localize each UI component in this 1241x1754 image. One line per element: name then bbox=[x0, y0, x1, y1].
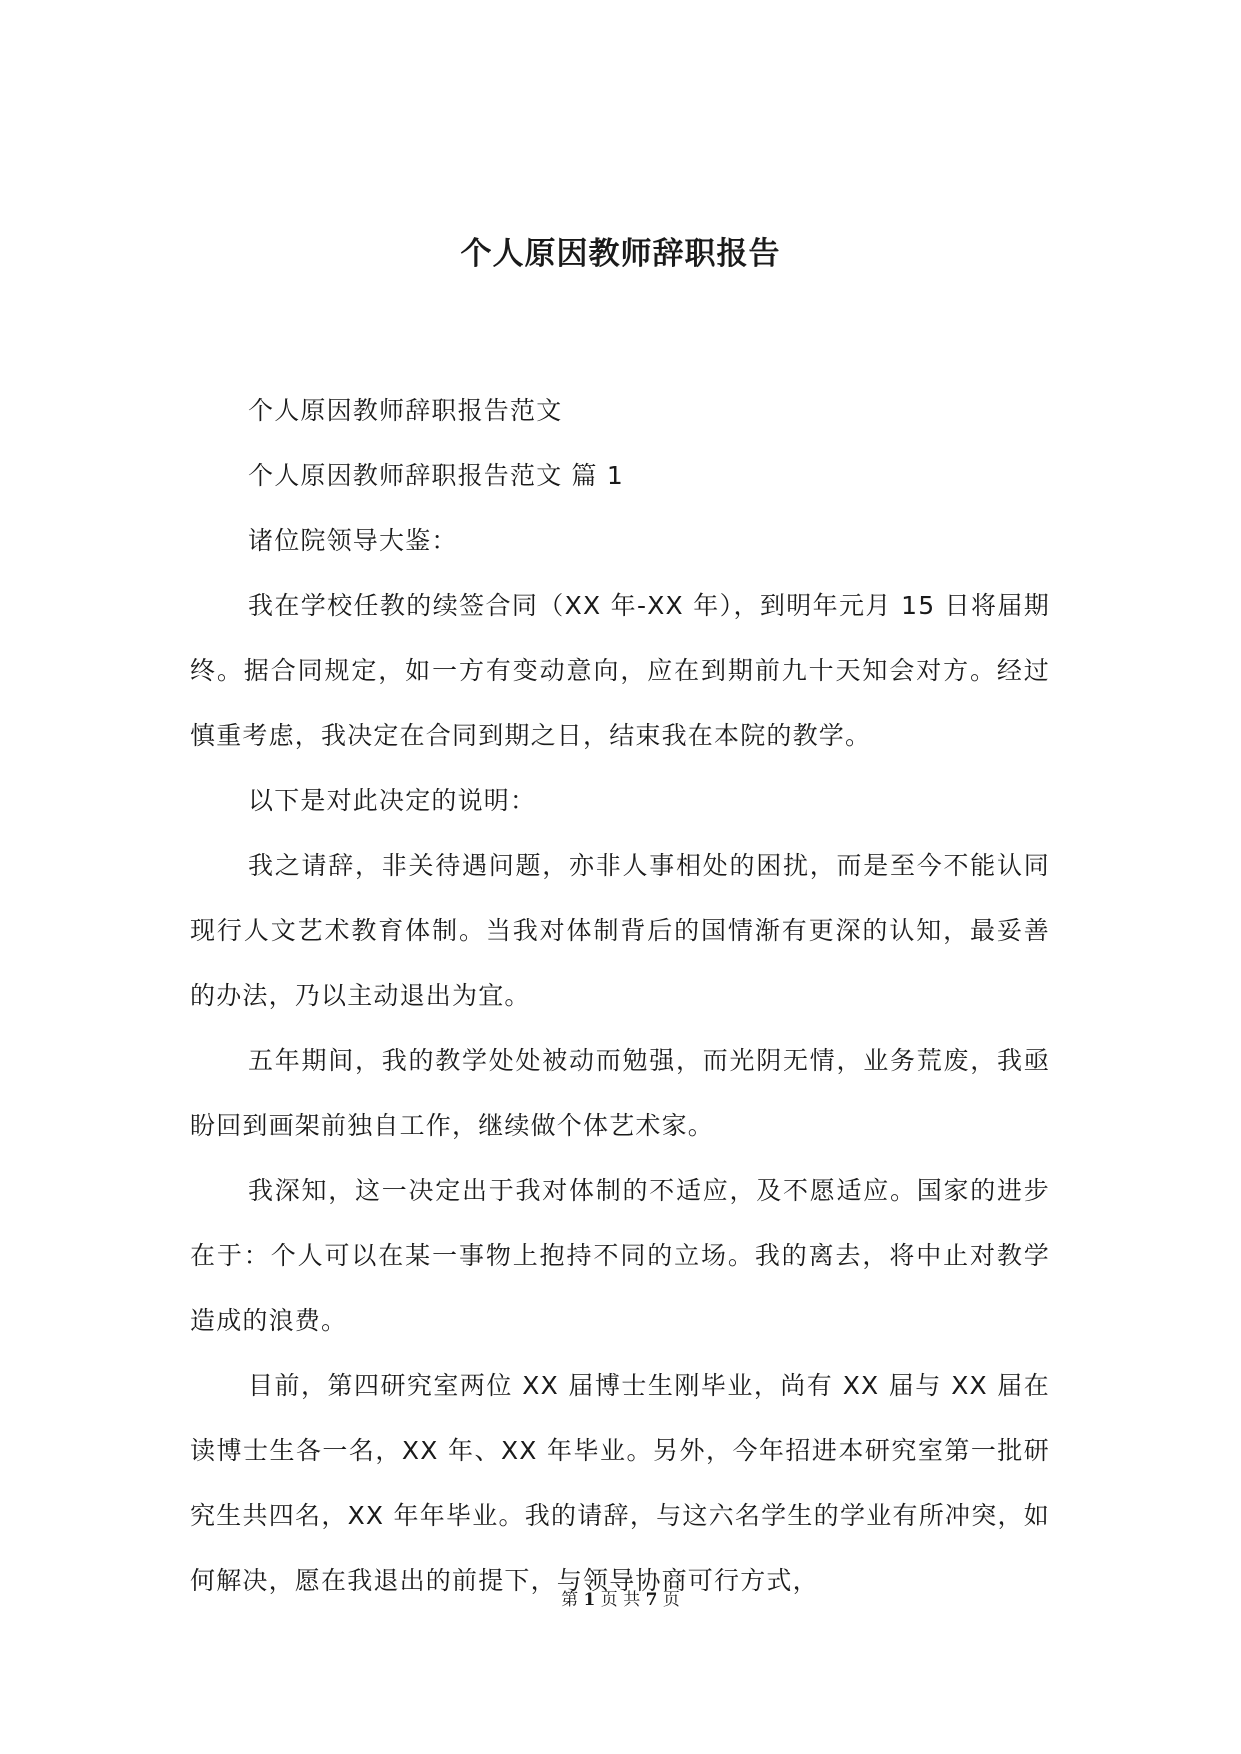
paragraph: 我在学校任教的续签合同（XX 年-XX 年），到明年元月 15 日将届期终。据合同规定，如一方有变动意向，应在到期前九十天知会对方。经过慎重考虑，我决定在合同到期之日，结束我在本院的教学。 bbox=[190, 591, 1050, 750]
footer-prefix: 第 bbox=[561, 1590, 579, 1610]
page-footer bbox=[0, 1588, 1241, 1612]
document-body bbox=[190, 378, 1050, 1613]
paragraph: 我之请辞，非关待遇问题，亦非人事相处的困扰，而是至今不能认同现行人文艺术教育体制。当我对体制背后的国情渐有更深的认知，最妥善的办法，乃以主动退出为宜。 bbox=[190, 851, 1050, 1010]
paragraph: 个人原因教师辞职报告范文 bbox=[248, 396, 563, 425]
paragraph: 以下是对此决定的说明： bbox=[248, 786, 537, 815]
paragraph: 个人原因教师辞职报告范文 篇 1 bbox=[248, 461, 625, 490]
paragraph: 诸位院领导大鉴： bbox=[248, 526, 458, 555]
paragraph: 目前，第四研究室两位 XX 届博士生刚毕业，尚有 XX 届与 XX 届在读博士生各一名，XX 年、XX 年毕业。另外，今年招进本研究室第一批研究生共四名，XX 年年毕业。我的请辞，与这六名学生的学业有所冲突，如何解决，愿在我退出的前提下，与领导协商可行方式， bbox=[190, 1371, 1050, 1595]
paragraph: 五年期间，我的教学处处被动而勉强，而光阴无情，业务荒废，我亟盼回到画架前独自工作，继续做个体艺术家。 bbox=[190, 1046, 1050, 1140]
current-page-number: 1 bbox=[583, 1590, 596, 1610]
total-page-number: 7 bbox=[645, 1590, 658, 1610]
footer-suffix: 页 bbox=[662, 1590, 680, 1610]
paragraph: 我深知，这一决定出于我对体制的不适应，及不愿适应。国家的进步在于：个人可以在某一事物上抱持不同的立场。我的离去，将中止对教学造成的浪费。 bbox=[190, 1176, 1050, 1335]
document-title: 个人原因教师辞职报告 bbox=[460, 236, 781, 272]
footer-middle: 页 共 bbox=[600, 1590, 641, 1610]
